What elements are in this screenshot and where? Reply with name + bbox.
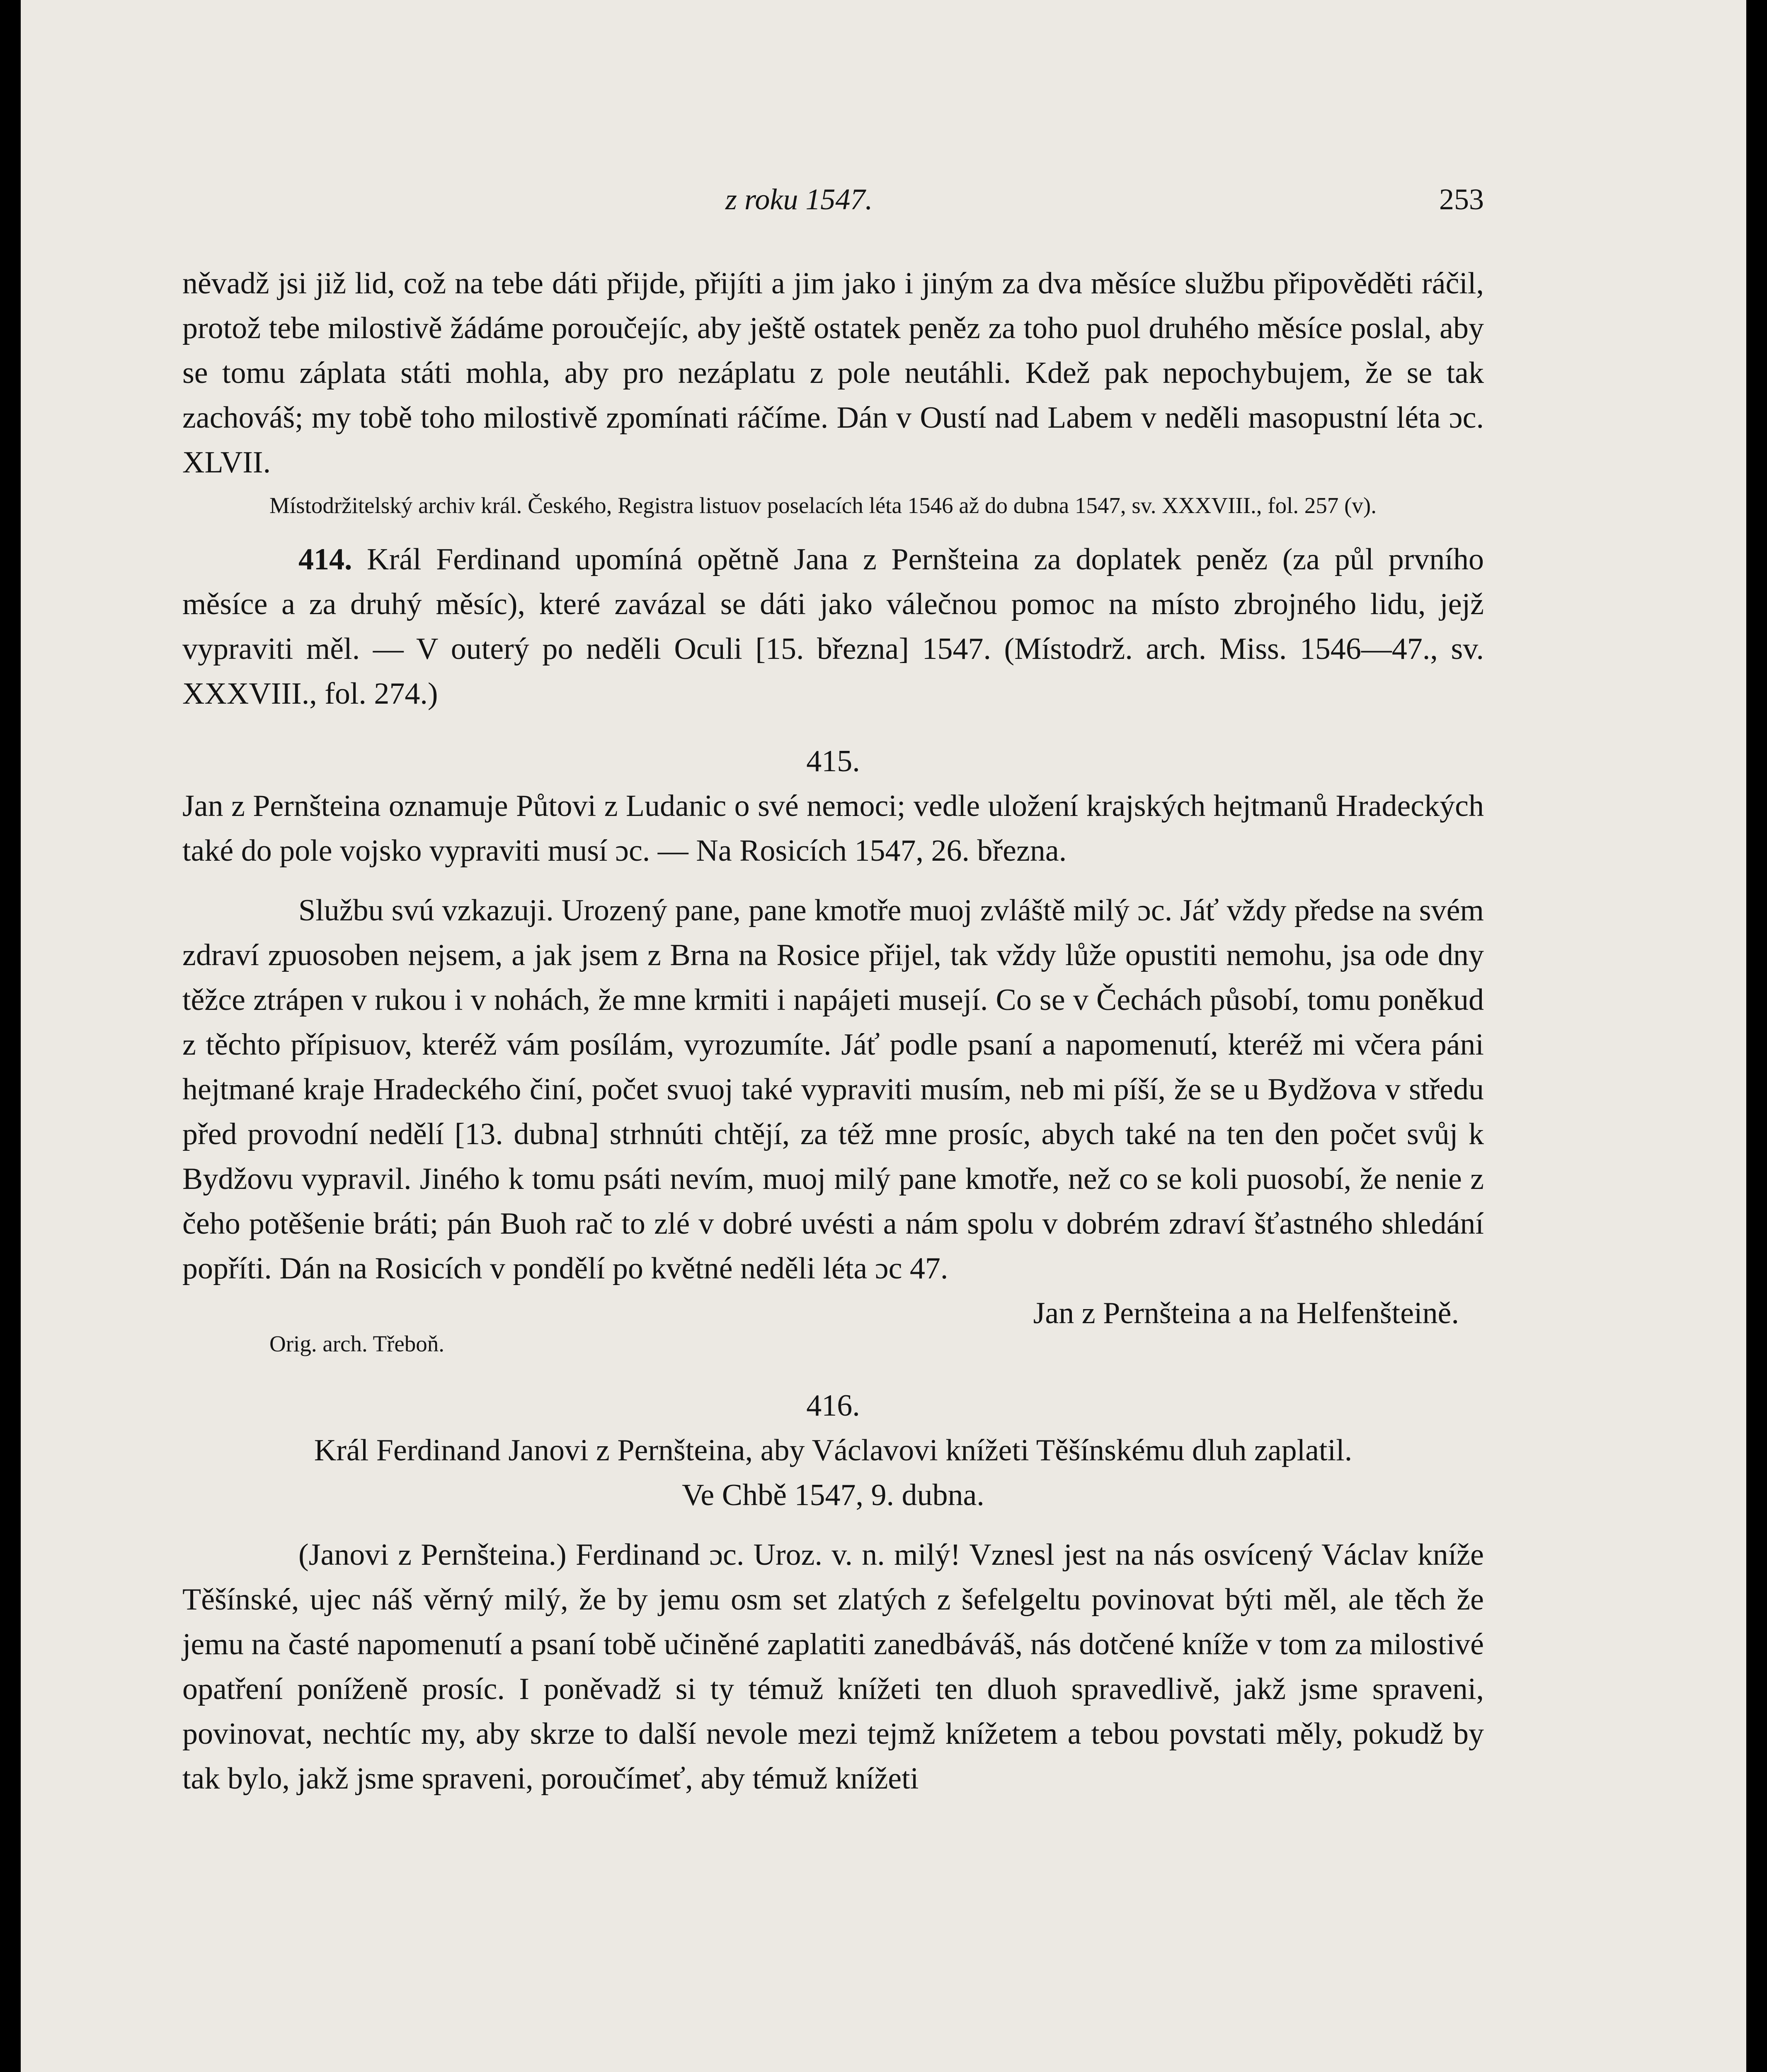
page-number: 253 xyxy=(1439,183,1484,216)
doc-416-regest-line1: Král Ferdinand Janovi z Pernšteina, aby Václavovi knížeti Těšínskému dluh zaplatil. xyxy=(314,1433,1353,1467)
doc-415-signature: Jan z Pernšteina a na Helfenšteině. xyxy=(1033,1296,1459,1330)
doc-414-number: 414. xyxy=(298,542,352,576)
doc-416-body: (Janovi z Pernšteina.) Ferdinand ɔc. Uroz. v. n. milý! Vznesl jest na nás osvícený Václav kníže Těšínské, ujec náš věrný milý, že by jemu osm set zlatých z šefelgeltu povinovat býti měl, ale těch že jemu na časté napomenutí a psaní tobě učiněné zaplatiti zanedbáváš, nás dotčené kníže v tom za milostivé opatření poníženě prosíc. I poněvadž si ty témuž knížeti ten dluoh spravedlivě, jakž jsme spraveni, povinovat, nechtíc my, aby skrze to další nevole mezi tejmž knížetem a tebou povstati měly, pokudž by tak bylo, jakž jsme spraveni, poroučímeť, aby témuž knížeti xyxy=(182,1538,1484,1796)
doc-415-body: Službu svú vzkazuji. Urozený pane, pane kmotře muoj zvláště milý ɔc. Jáť vždy předse na svém zdraví zpuosoben nejsem, a jak jsem z Brna na Rosice přijel, tak vždy lůže opustiti nemohu, jsa ode dny těžce ztrápen v rukou i v nohách, že mne krmiti i napájeti musejí. Co se v Čechách působí, tomu poněkud z těchto přípisuov, kteréž vám posílám, vyrozumíte. Jáť podle psaní a napomenutí, kteréž mi včera páni hejtmané kraje Hradeckého činí, počet svuoj také vypraviti musím, neb mi píší, že se u Bydžova v středu před provodní nedělí [13. dubna] strhnúti chtějí, za též mne prosíc, abych také na ten den počet svůj k Bydžovu vypravil. Jiného k tomu psáti nevím, muoj milý pane kmotře, než co se koli puosobí, že nenie z čeho potěšenie bráti; pán Buoh rač to zlé v dobré uvésti a nám spolu v dobrém zdraví šťastného shledání popříti. Dán na Rosicích v pondělí po květné neděli léta ɔc 47. xyxy=(182,893,1484,1285)
doc-414-text: Král Ferdinand upomíná opětně Jana z Pernšteina za doplatek peněz (za půl prvního měsíce a za druhý měsíc), které zavázal se dáti jako válečnou pomoc na místo zbrojného lidu, jejž vypraviti měl. — V outerý po neděli Oculi [15. března] 1547. (Místodrž. arch. Miss. 1546—47., sv. XXXVIII., fol. 274.) xyxy=(182,542,1484,711)
book-page xyxy=(21,0,1746,2072)
doc-415-regest: Jan z Pernšteina oznamuje Půtovi z Ludanic o své nemoci; vedle uložení krajských hejtmanů Hradeckých také do pole vojsko vypraviti musí ɔc. — Na Rosicích 1547, 26. března. xyxy=(182,789,1484,868)
doc-416-regest xyxy=(182,1428,1484,1518)
doc-413-body: něvadž jsi již lid, což na tebe dáti přijde, přijíti a jim jako i jiným za dva měsíce službu připověděti ráčil, protož tebe milostivě žádáme poroučejíc, aby ještě ostatek peněz za toho puol druhého měsíce poslal, aby se tomu záplata státi mohla, aby pro nezáplatu z pole neutáhli. Kdež pak nepochybujem, že se tak zachováš; my tobě toho milostivě zpomínati ráčíme. Dán v Oustí nad Labem v neděli masopustní léta ɔc. XLVII. xyxy=(182,266,1484,479)
running-title: z roku 1547. xyxy=(725,183,873,216)
doc-414-paragraph xyxy=(182,537,1484,716)
page-header xyxy=(182,182,1484,228)
page-content xyxy=(182,261,1484,1801)
doc-416-number: 416. xyxy=(806,1389,860,1423)
doc-413-citation: Místodržitelský archiv král. Českého, Registra listuov poselacích léta 1546 až do dubna 1547, sv. XXXVIII., fol. 257 (v). xyxy=(269,493,1377,518)
doc-416-regest-line2: Ve Chbě 1547, 9. dubna. xyxy=(682,1478,984,1512)
doc-415-source: Orig. arch. Třeboň. xyxy=(269,1331,445,1356)
doc-415-number: 415. xyxy=(806,744,860,778)
